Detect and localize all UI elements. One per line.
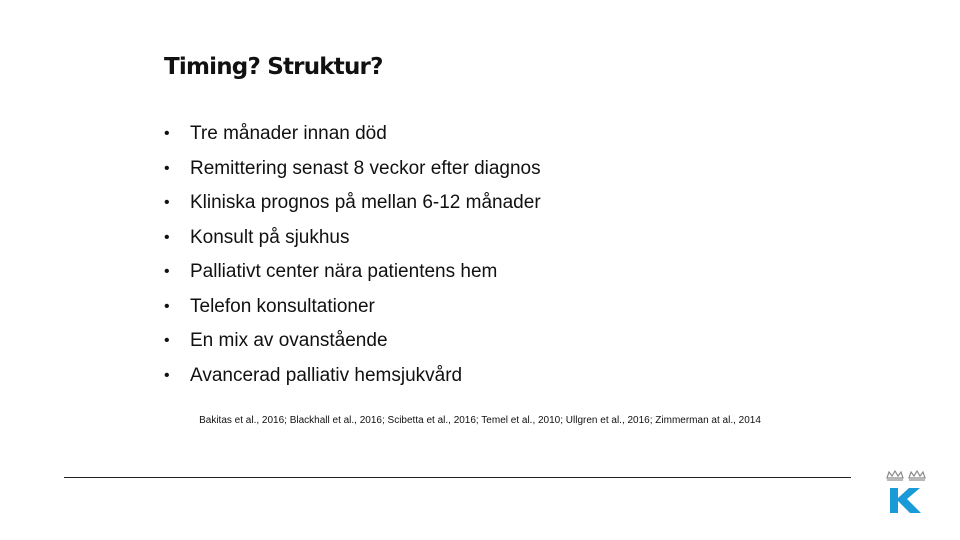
bullet-text: Konsult på sjukhus xyxy=(190,226,350,248)
list-item xyxy=(160,324,760,359)
bullet-text: Tre månader innan död xyxy=(190,123,387,144)
bullet-icon: • xyxy=(164,297,170,315)
list-item xyxy=(160,152,760,187)
bullet-icon: • xyxy=(164,332,170,349)
bullet-icon: • xyxy=(164,159,170,177)
bullet-icon: • xyxy=(164,125,170,142)
bullet-text: En mix av ovanstående xyxy=(190,330,388,351)
bullet-icon: • xyxy=(164,228,170,246)
bullet-text: Kliniska prognos på mellan 6-12 månader xyxy=(190,192,541,213)
bullet-icon: • xyxy=(164,366,170,384)
slide-title: Timing? Struktur? xyxy=(164,54,383,80)
list-item xyxy=(160,186,760,221)
list-item xyxy=(160,359,760,394)
references: Bakitas et al., 2016; Blackhall et al., 2016; Scibetta et al., 2016; Temel et al., 2010; Ullgren et al., 2016; Zimmerman at al., 2014 xyxy=(199,415,761,426)
bullet-icon: • xyxy=(164,263,170,280)
list-item xyxy=(160,117,760,152)
bullet-text: Telefon konsultationer xyxy=(190,295,375,317)
bullet-icon: • xyxy=(164,194,170,211)
footer-divider xyxy=(64,477,851,478)
list-item xyxy=(160,255,760,290)
ki-crowns-k-logo-icon xyxy=(884,468,928,516)
list-item xyxy=(160,221,760,256)
bullet-list xyxy=(160,117,760,393)
bullet-text: Palliativt center nära patientens hem xyxy=(190,261,498,282)
bullet-text: Avancerad palliativ hemsjukvård xyxy=(190,364,463,386)
bullet-text: Remittering senast 8 veckor efter diagnos xyxy=(190,157,541,179)
list-item xyxy=(160,290,760,325)
